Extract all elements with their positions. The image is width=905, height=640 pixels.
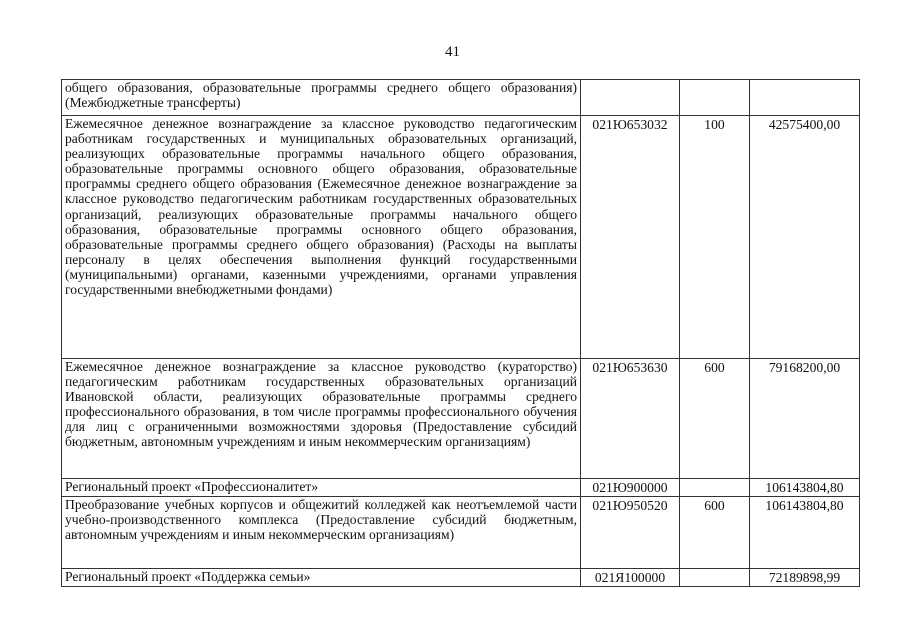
row-amount: 106143804,80 bbox=[750, 479, 860, 497]
row-expense-type: 100 bbox=[680, 116, 750, 359]
row-description: Региональный проект «Поддержка семьи» bbox=[62, 569, 581, 587]
budget-table bbox=[61, 79, 860, 587]
row-code: 021Я100000 bbox=[581, 569, 680, 587]
row-expense-type bbox=[680, 479, 750, 497]
table-row bbox=[62, 497, 860, 569]
row-description: общего образования, образовательные программы среднего общего образования) (Межбюджетные трансферты) bbox=[62, 80, 581, 116]
row-description: Ежемесячное денежное вознаграждение за классное руководство (кураторство) педагогическим работникам государственных образовательных организаций Ивановской области, реализующих образовательные программы среднего профессионального образования, в том числе программы профессионального обучения для лиц с ограниченными возможностями здоровья (Предоставление субсидий бюджетным, автономным учреждениям и иным некоммерческим организациям) bbox=[62, 359, 581, 479]
table-row bbox=[62, 569, 860, 587]
row-amount: 106143804,80 bbox=[750, 497, 860, 569]
row-expense-type: 600 bbox=[680, 497, 750, 569]
table-row bbox=[62, 479, 860, 497]
row-amount bbox=[750, 80, 860, 116]
row-expense-type bbox=[680, 569, 750, 587]
row-expense-type: 600 bbox=[680, 359, 750, 479]
table-row bbox=[62, 116, 860, 359]
row-amount: 42575400,00 bbox=[750, 116, 860, 359]
row-expense-type bbox=[680, 80, 750, 116]
table-row bbox=[62, 359, 860, 479]
page-number: 41 bbox=[445, 44, 460, 60]
row-code bbox=[581, 80, 680, 116]
row-code: 021Ю653630 bbox=[581, 359, 680, 479]
row-amount: 79168200,00 bbox=[750, 359, 860, 479]
row-description: Преобразование учебных корпусов и общежитий колледжей как неотъемлемой части учебно-производственного комплекса (Предоставление субсидий бюджетным, автономным учреждениям и иным некоммерческим организациям) bbox=[62, 497, 581, 569]
row-description: Региональный проект «Профессионалитет» bbox=[62, 479, 581, 497]
row-amount: 72189898,99 bbox=[750, 569, 860, 587]
row-code: 021Ю653032 bbox=[581, 116, 680, 359]
table-row bbox=[62, 80, 860, 116]
row-description: Ежемесячное денежное вознаграждение за классное руководство педагогическим работникам государственных и муниципальных образовательных организаций, реализующих образовательные программы начального общего образования, образовательные программы основного общего образования, образовательные программы среднего общего образования (Ежемесячное денежное вознаграждение за классное руководство педагогическим работникам государственных образовательных организаций, реализующих образовательные программы начального общего образования, образовательные программы основного общего образования, образовательные программы среднего общего образования) (Расходы на выплаты персоналу в целях обеспечения выполнения функций государственными (муниципальными) органами, казенными учреждениями, органами управления государственными внебюджетными фондами) bbox=[62, 116, 581, 359]
row-code: 021Ю900000 bbox=[581, 479, 680, 497]
row-code: 021Ю950520 bbox=[581, 497, 680, 569]
